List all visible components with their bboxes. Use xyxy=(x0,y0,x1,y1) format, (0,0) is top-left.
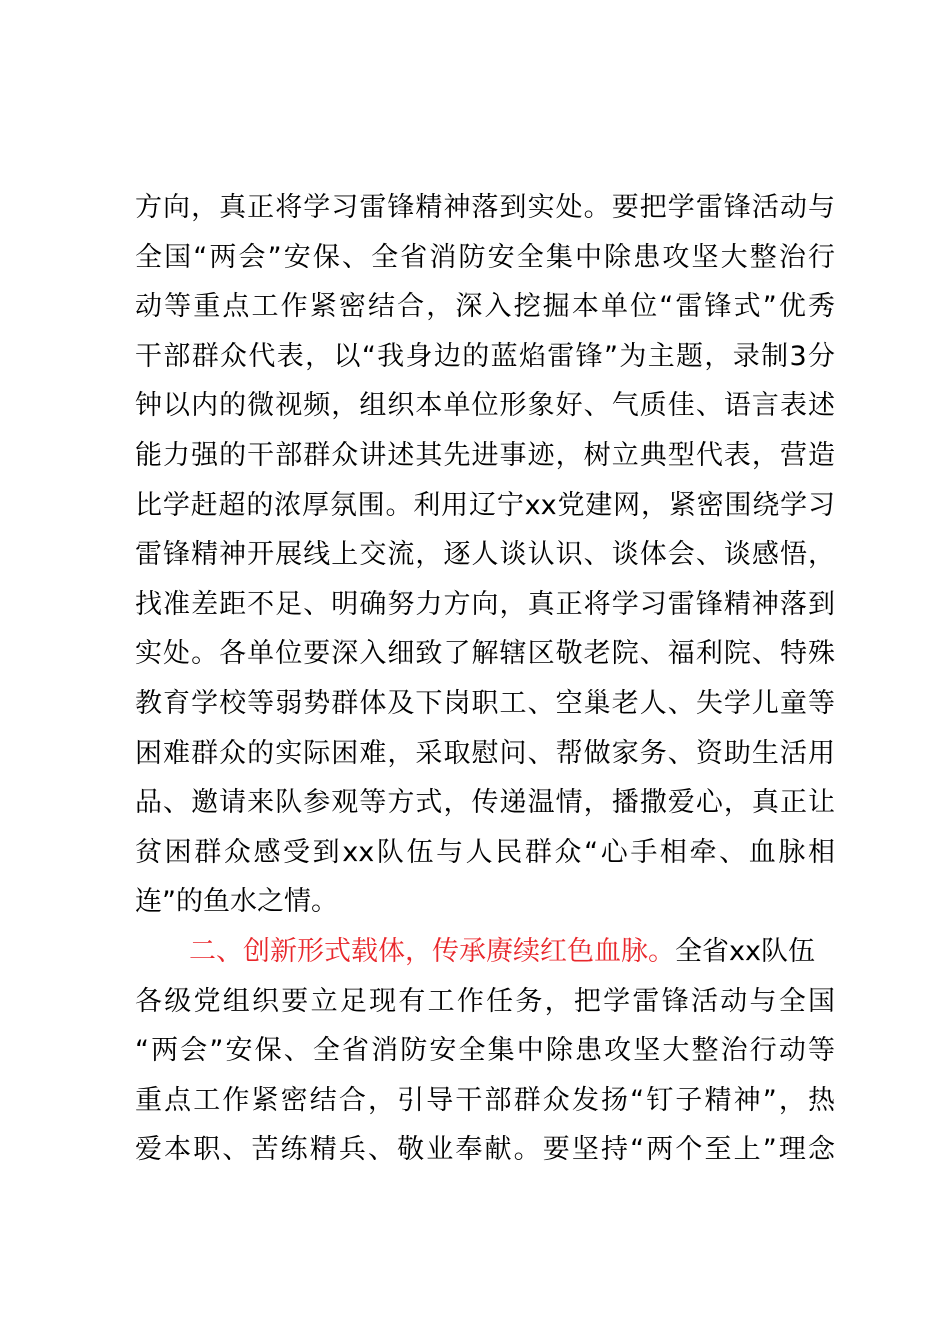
section-heading: 二、创新形式载体，传承赓续红色血脉。 xyxy=(189,935,675,967)
paragraph-line: 困难群众的实际困难，采取慰问、帮做家务、资助生活用 xyxy=(135,737,835,769)
paragraph-line: 干部群众代表，以“我身边的蓝焰雷锋”为主题，录制3分 xyxy=(135,340,835,372)
paragraph-line: 动等重点工作紧密结合，深入挖掘本单位“雷锋式”优秀 xyxy=(135,291,835,323)
section-heading-line xyxy=(135,927,835,977)
paragraph-line: 贫困群众感受到xx队伍与人民群众“心手相牵、血脉相 xyxy=(135,836,835,868)
heading-tail-text: 全省xx队伍 xyxy=(675,935,815,967)
paragraph-line: 雷锋精神开展线上交流，逐人谈认识、谈体会、谈感悟， xyxy=(135,539,835,571)
paragraph-line: “两会”安保、全省消防安全集中除患攻坚大整治行动等 xyxy=(135,1035,835,1067)
paragraph-line: 能力强的干部群众讲述其先进事迹，树立典型代表，营造 xyxy=(135,439,835,471)
paragraph-line: 方向，真正将学习雷锋精神落到实处。要把学雷锋活动与 xyxy=(135,192,835,223)
paragraph-line: 全国“两会”安保、全省消防安全集中除患攻坚大整治行 xyxy=(135,241,835,273)
body-text xyxy=(135,183,835,1175)
paragraph-line: 各级党组织要立足现有工作任务，把学雷锋活动与全国 xyxy=(135,985,835,1017)
paragraph-line: 钟以内的微视频，组织本单位形象好、气质佳、语言表述 xyxy=(135,390,835,422)
paragraph-line: 连”的鱼水之情。 xyxy=(135,886,338,918)
paragraph-line: 比学赶超的浓厚氛围。利用辽宁xx党建网，紧密围绕学习 xyxy=(135,489,835,521)
paragraph-line: 爱本职、苦练精兵、敬业奉献。要坚持“两个至上”理念 xyxy=(135,1134,835,1166)
paragraph-line: 重点工作紧密结合，引导干部群众发扬“钉子精神”，热 xyxy=(135,1084,835,1116)
paragraph-line: 实处。各单位要深入细致了解辖区敬老院、福利院、特殊 xyxy=(135,638,835,670)
paragraph-line: 教育学校等弱势群体及下岗职工、空巢老人、失学儿童等 xyxy=(135,687,835,719)
paragraph-line: 品、邀请来队参观等方式，传递温情，播撒爱心，真正让 xyxy=(135,787,835,819)
paragraph-line: 找准差距不足、明确努力方向，真正将学习雷锋精神落到 xyxy=(135,588,835,620)
